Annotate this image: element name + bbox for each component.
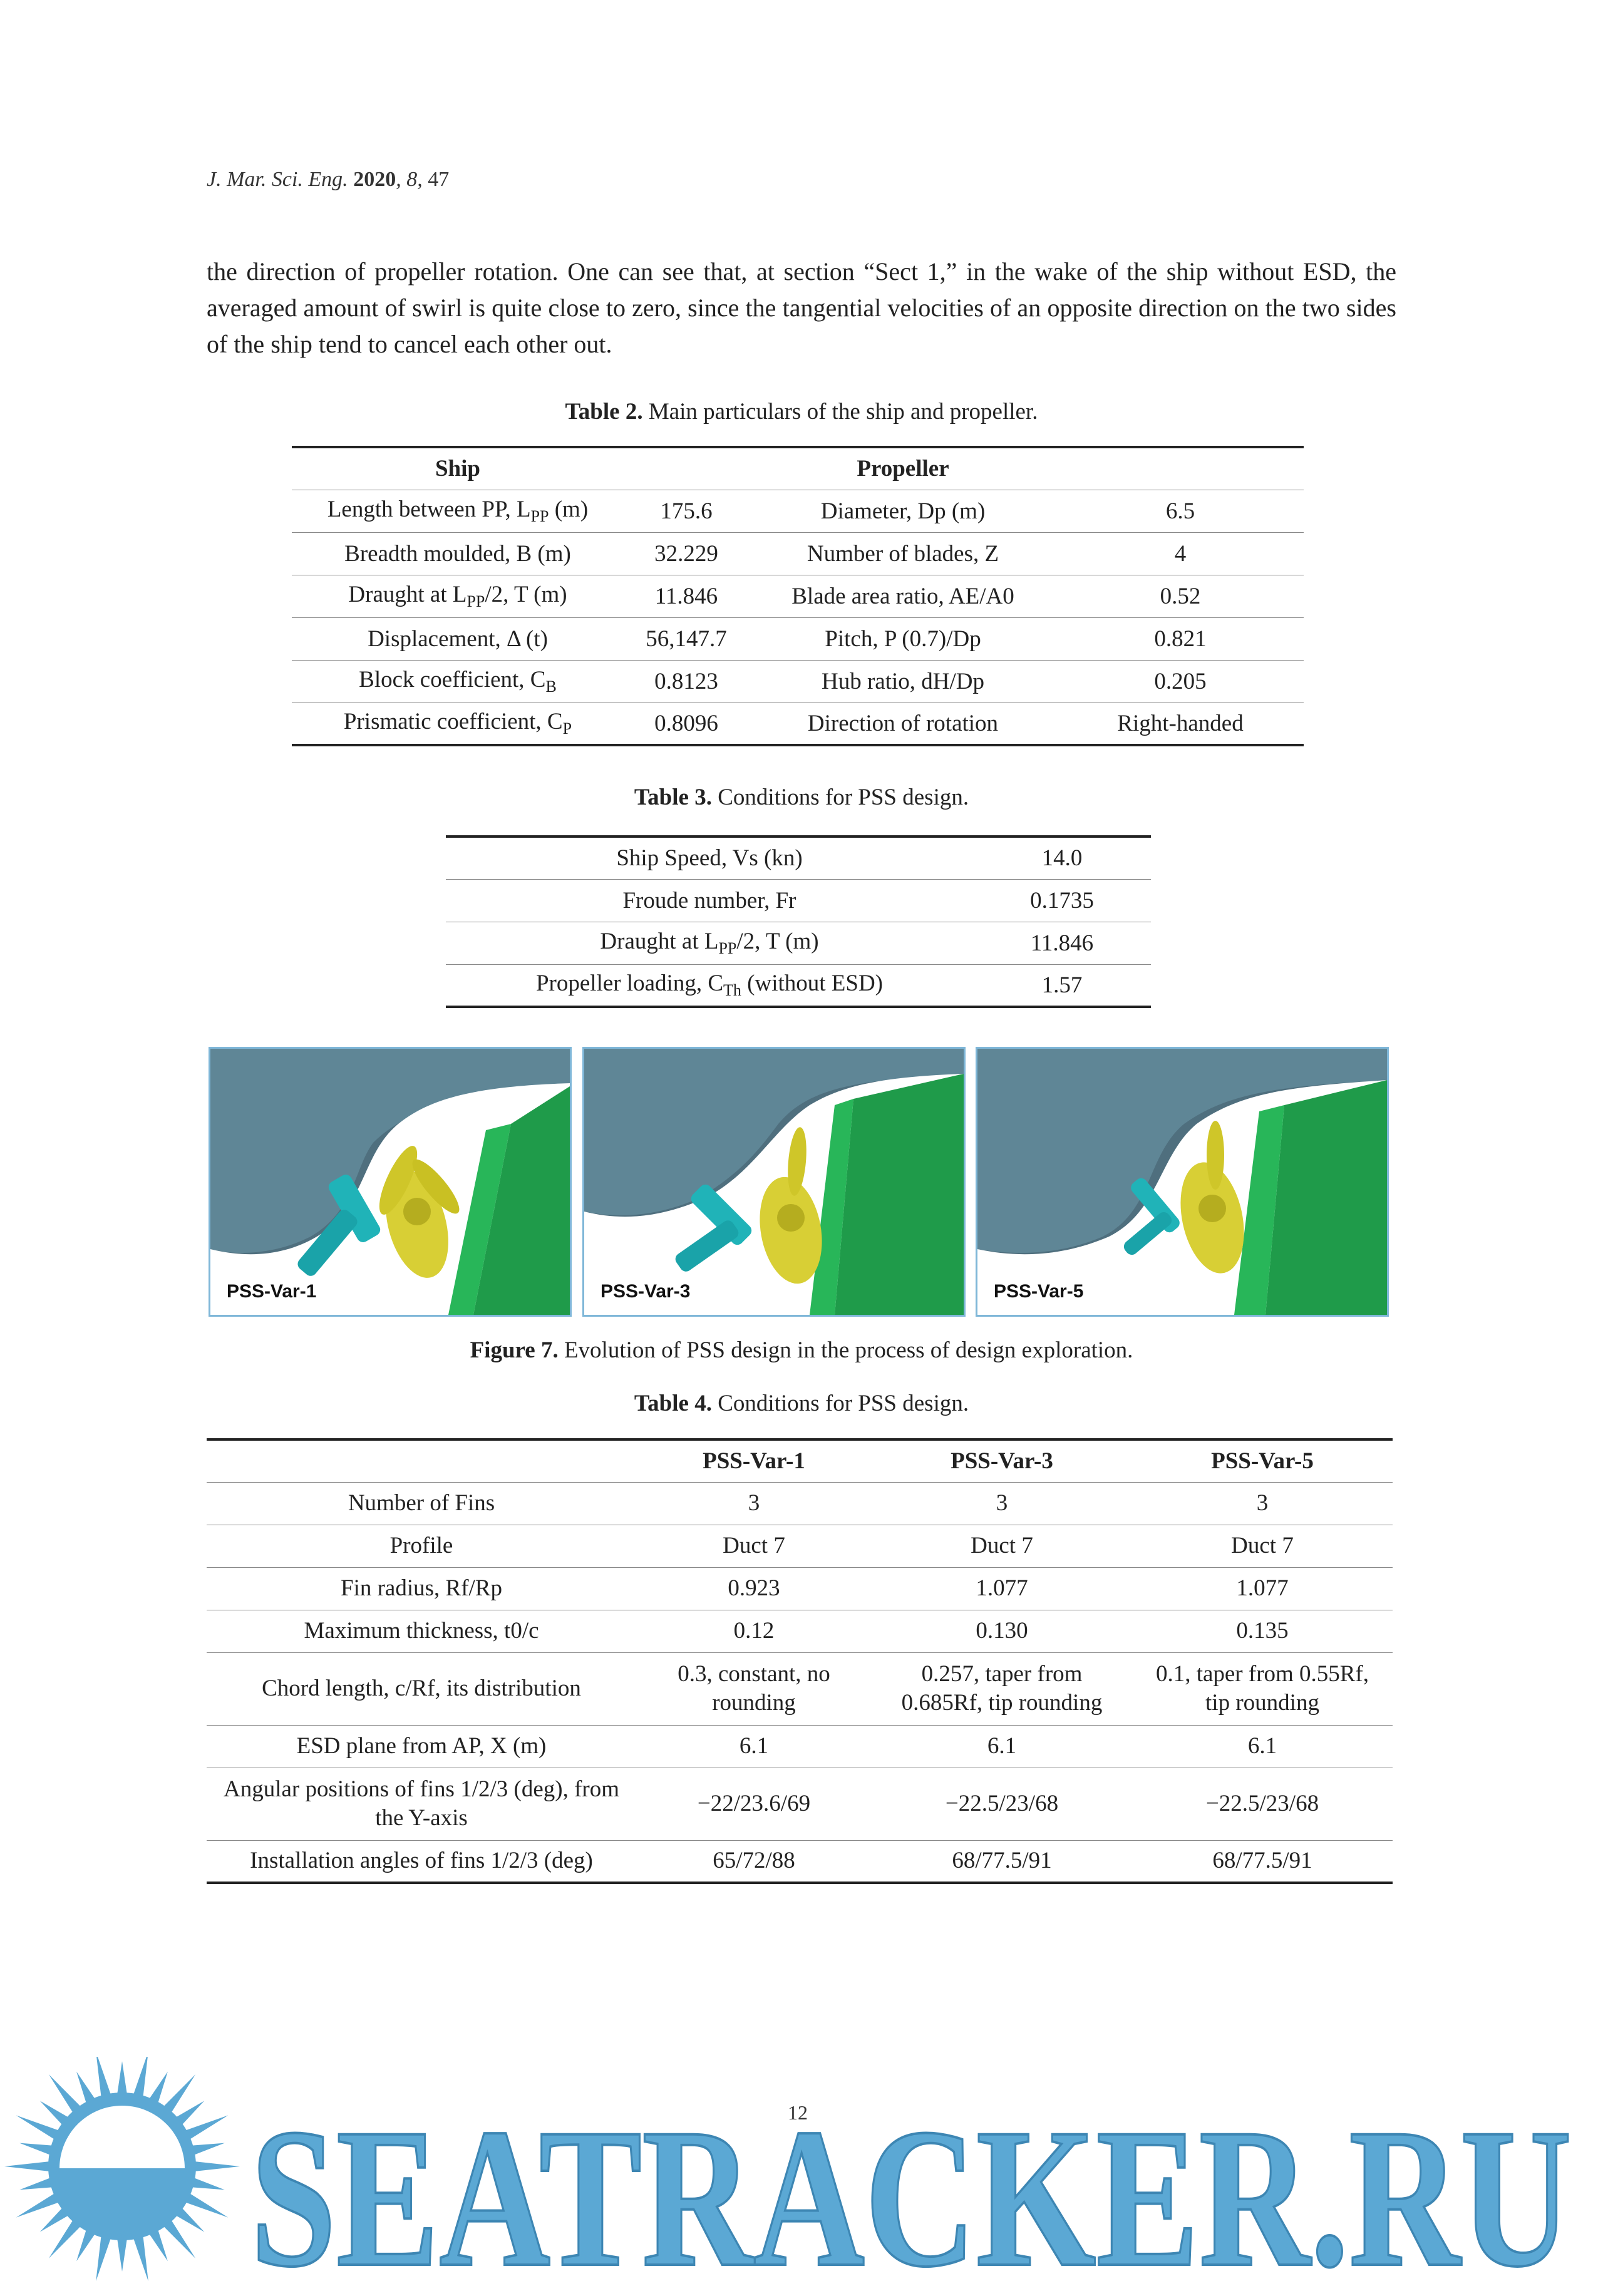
table4-value: 0.923 <box>636 1567 872 1610</box>
table4-param: Chord length, c/Rf, its distribution <box>207 1652 636 1725</box>
table4-param: Profile <box>207 1525 636 1567</box>
table2-prop-value: 0.821 <box>1057 617 1304 660</box>
propeller-render-var1 <box>210 1049 570 1315</box>
table3 <box>446 835 1151 1008</box>
table2-ship-value: 0.8096 <box>654 710 718 736</box>
table3-param: Draught at $L_{PP}/2$, T (m) <box>446 922 973 964</box>
table3-param: Propeller loading, $C_{Th}$ (without ESD) <box>535 970 884 1000</box>
table-row <box>207 1567 1393 1610</box>
table3-label: Table 3. <box>634 785 712 810</box>
table2-head-propeller: Propeller <box>749 447 1057 490</box>
table4-col-var5: PSS-Var-5 <box>1132 1439 1393 1482</box>
table-row <box>207 1725 1393 1768</box>
table4-value: Duct 7 <box>1132 1525 1393 1567</box>
figure-panel-label: PSS-Var-1 <box>227 1281 317 1302</box>
table4-value: −22.5/23/68 <box>872 1768 1132 1840</box>
propeller-render-var5 <box>977 1049 1387 1315</box>
table4-value: Duct 7 <box>872 1525 1132 1567</box>
figure7-caption-text: Evolution of PSS design in the process of design exploration. <box>564 1337 1133 1363</box>
table4-value: −22.5/23/68 <box>1132 1768 1393 1840</box>
table2-ship-value: 175.6 <box>624 490 749 532</box>
journal-name: J. Mar. Sci. Eng. <box>207 168 348 191</box>
table3-value: 11.846 <box>973 922 1151 964</box>
table3-caption <box>207 784 1396 811</box>
table-row <box>207 1525 1393 1567</box>
table3-param: Ship Speed, Vs (kn) <box>446 837 973 879</box>
table2-ship-value: 56,147.7 <box>624 617 749 660</box>
table2-ship-param: Length between PP, $L_{PP}$ (m) <box>292 490 624 532</box>
table4-value: 0.135 <box>1132 1610 1393 1652</box>
table-row <box>292 532 1304 575</box>
journal-volume: 8 <box>406 168 418 191</box>
table3-value: 14.0 <box>973 837 1151 879</box>
figure-panel-var5 <box>976 1047 1389 1317</box>
table2-ship-param: Draught at $L_{PP}/2$, T (m) <box>292 575 624 617</box>
table4-value: 0.1, taper from 0.55Rf, tip rounding <box>1132 1652 1393 1725</box>
figure-panel-var3 <box>582 1047 966 1317</box>
table-row <box>207 1840 1393 1883</box>
table4-caption <box>207 1390 1396 1417</box>
table-row <box>207 1482 1393 1525</box>
table2-prop-param: Blade area ratio, AE/A0 <box>749 575 1057 617</box>
table3-value: 0.1735 <box>973 879 1151 922</box>
table4-value: 6.1 <box>636 1725 872 1768</box>
table4-value: 0.130 <box>872 1610 1132 1652</box>
table4-value: 65/72/88 <box>713 1848 795 1874</box>
table3-value: 1.57 <box>1041 972 1083 998</box>
table4-param: ESD plane from AP, X (m) <box>207 1725 636 1768</box>
propeller-render-var3 <box>584 1049 964 1315</box>
table2-prop-value: Right-handed <box>1117 710 1244 736</box>
table4-value: 0.3, constant, no rounding <box>636 1652 872 1725</box>
table-row <box>207 1768 1393 1840</box>
table-row <box>446 964 1151 1007</box>
table4-param: Maximum thickness, t0/c <box>207 1610 636 1652</box>
table4-value: 1.077 <box>872 1567 1132 1610</box>
table4-value: 3 <box>872 1482 1132 1525</box>
table-row <box>292 575 1304 617</box>
table2-ship-param: Breadth moulded, B (m) <box>292 532 624 575</box>
table2 <box>292 446 1304 746</box>
table2-prop-param: Pitch, P (0.7)/Dp <box>749 617 1057 660</box>
table2-ship-param: Prismatic coefficient, $C_P$ <box>343 709 572 738</box>
table2-prop-param: Diameter, Dp (m) <box>749 490 1057 532</box>
table-row <box>446 922 1151 964</box>
table4-param: Installation angles of fins 1/2/3 (deg) <box>250 1848 593 1874</box>
figure7-label: Figure 7. <box>470 1337 559 1363</box>
table4-value: 3 <box>1132 1482 1393 1525</box>
table4-value: 0.12 <box>636 1610 872 1652</box>
journal-header: J. Mar. Sci. Eng. 2020, 8, 47 <box>207 168 450 191</box>
sun-logo-icon <box>4 2057 240 2281</box>
table-row <box>207 1610 1393 1652</box>
table2-ship-value: 0.8123 <box>624 660 749 703</box>
table2-caption <box>207 398 1396 425</box>
table2-prop-param: Number of blades, Z <box>749 532 1057 575</box>
table-row <box>292 703 1304 745</box>
table4-value: 6.1 <box>1132 1725 1393 1768</box>
table4-value: 0.257, taper from 0.685Rf, tip rounding <box>872 1652 1132 1725</box>
table2-ship-param: Displacement, Δ (t) <box>292 617 624 660</box>
table4-value: 3 <box>636 1482 872 1525</box>
table4-col-var3: PSS-Var-3 <box>872 1439 1132 1482</box>
table4-label: Table 4. <box>634 1391 712 1416</box>
table2-caption-text: Main particulars of the ship and propeller. <box>648 399 1038 425</box>
table4-value: Duct 7 <box>636 1525 872 1567</box>
table2-label: Table 2. <box>565 399 643 425</box>
table-row <box>446 879 1151 922</box>
watermark-text: SEATRACKER.RU <box>250 2088 1572 2296</box>
table4-value: 68/77.5/91 <box>1212 1848 1312 1874</box>
table2-head-ship: Ship <box>292 447 624 490</box>
table-row <box>446 837 1151 879</box>
table-row <box>292 617 1304 660</box>
table4-value: 6.1 <box>872 1725 1132 1768</box>
seatracker-watermark <box>0 2057 1603 2296</box>
table4-param: Angular positions of fins 1/2/3 (deg), from the Y-axis <box>207 1768 636 1840</box>
figure-panel-var1 <box>209 1047 572 1317</box>
table4-value: −22/23.6/69 <box>636 1768 872 1840</box>
table2-prop-param: Hub ratio, dH/Dp <box>749 660 1057 703</box>
table2-ship-value: 11.846 <box>624 575 749 617</box>
table4 <box>207 1438 1393 1884</box>
table2-ship-value: 32.229 <box>624 532 749 575</box>
table-row <box>292 490 1304 532</box>
journal-year: 2020 <box>353 168 396 191</box>
table2-ship-param: Block coefficient, $C_B$ <box>292 660 624 703</box>
table2-prop-value: 4 <box>1057 532 1304 575</box>
table2-prop-param: Direction of rotation <box>807 710 999 736</box>
table4-value: 1.077 <box>1132 1567 1393 1610</box>
page-number: 12 <box>788 2101 808 2124</box>
journal-article: 47 <box>428 168 450 191</box>
table4-caption-text: Conditions for PSS design. <box>718 1391 969 1416</box>
table4-value: 68/77.5/91 <box>952 1848 1052 1874</box>
body-paragraph: the direction of propeller rotation. One can see that, at section “Sect 1,” in the wake of the ship without ESD, the averaged amount of swirl is quite close to zero, since the tangential velocities of an opposite direction on the two sides of the ship tend to cancel each other out. <box>207 257 1396 358</box>
table3-caption-text: Conditions for PSS design. <box>718 785 969 810</box>
table-row <box>207 1652 1393 1725</box>
table2-prop-value: 0.205 <box>1057 660 1304 703</box>
table3-param: Froude number, Fr <box>446 879 973 922</box>
table4-param: Fin radius, Rf/Rp <box>207 1567 636 1610</box>
figure-panel-label: PSS-Var-3 <box>600 1281 691 1302</box>
figure-panel-label: PSS-Var-5 <box>994 1281 1084 1302</box>
table-row <box>292 660 1304 703</box>
table2-prop-value: 6.5 <box>1057 490 1304 532</box>
figure7-caption <box>207 1337 1396 1364</box>
table4-col-var1: PSS-Var-1 <box>636 1439 872 1482</box>
table4-param: Number of Fins <box>207 1482 636 1525</box>
table2-prop-value: 0.52 <box>1057 575 1304 617</box>
